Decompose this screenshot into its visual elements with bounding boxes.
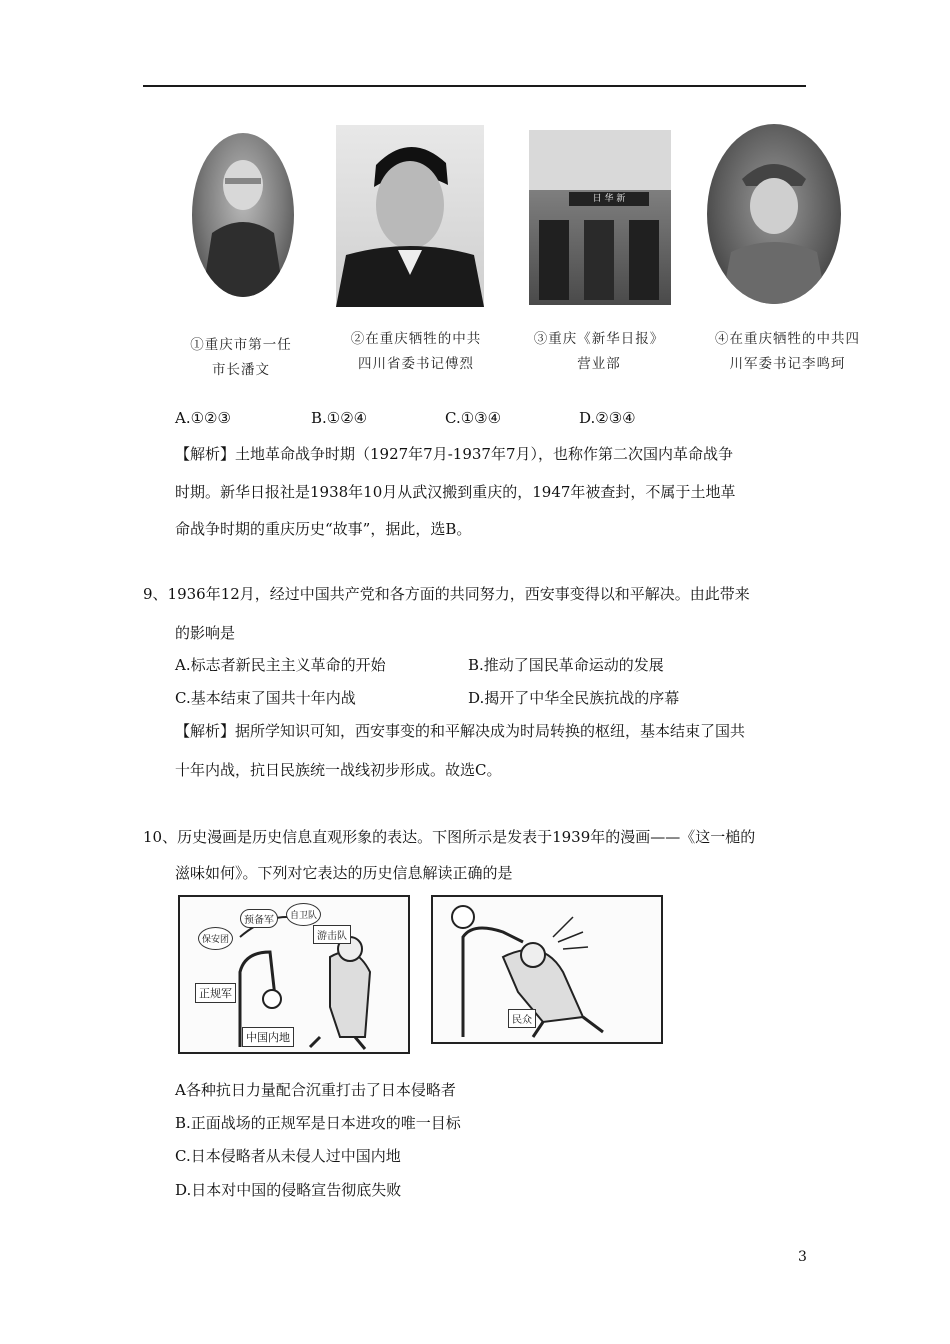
cartoon-drawing: [433, 897, 661, 1042]
portrait-figure-icon: [192, 133, 294, 297]
q10-option-c: C.日本侵略者从未侵人过中国内地: [175, 1147, 401, 1165]
page-number: 3: [798, 1249, 807, 1265]
portrait-fu-lie: [336, 125, 484, 307]
q8-analysis-line: 【解析】土地革命战争时期（1927年7月-1937年7月），也称作第二次国内革命战争: [175, 445, 734, 463]
caption-line: ④在重庆牺牲的中共四: [715, 331, 860, 347]
q8-option-b: B.①②④: [311, 409, 368, 427]
caption-line: 四川省委书记傅烈: [358, 356, 474, 372]
office-sign: 日 华 新: [569, 192, 649, 206]
q9-option-d: D.揭开了中华全民族抗战的序幕: [468, 689, 680, 707]
caption-photo-3: [524, 327, 674, 377]
cartoon-label-masses: 保安团: [198, 927, 233, 950]
q10-option-d: D.日本对中国的侵略宣告彻底失败: [175, 1181, 402, 1199]
caption-line: 市长潘文: [212, 362, 270, 378]
q8-analysis-line: 命战争时期的重庆历史“故事”，据此，选B。: [175, 520, 472, 538]
q9-option-c: C.基本结束了国共十年内战: [175, 689, 356, 707]
caption-photo-4: [700, 327, 875, 377]
portrait-li-mingke: [707, 124, 841, 304]
cartoon-label-reserve: 预备军: [240, 909, 278, 928]
caption-line: 川军委书记李鸣珂: [729, 356, 846, 372]
portrait-pan-wen: [192, 133, 294, 297]
q9-stem-cont: 的影响是: [175, 624, 236, 642]
q9-analysis-line: 【解析】据所学知识可知，西安事变的和平解决成为时局转换的枢纽，基本结束了国共: [175, 722, 746, 740]
q9-stem: 9、1936年12月，经过中国共产党和各方面的共同努力，西安事变得以和平解决。由此带来: [143, 585, 750, 603]
caption-line: ②在重庆牺牲的中共: [350, 331, 482, 347]
cartoon-label-interior: 中国内地: [242, 1027, 294, 1047]
cartoon-panel-right: [431, 895, 663, 1044]
q9-option-b: B.推动了国民革命运动的发展: [468, 656, 664, 674]
q10-option-b: B.正面战场的正规军是日本进攻的唯一目标: [175, 1114, 461, 1132]
cartoon-label-guards: 自卫队: [286, 903, 321, 926]
q8-option-c: C.①③④: [445, 409, 502, 427]
q9-option-a: A.标志者新民主主义革命的开始: [175, 656, 386, 674]
q8-option-a: A.①②③: [175, 409, 231, 427]
cartoon-label-regular: 正规军: [195, 983, 236, 1003]
xinhua-daily-office-photo: [529, 130, 671, 305]
q9-analysis-line: 十年内战，抗日民族统一战线初步形成。故选C。: [175, 761, 502, 779]
header-rule: [143, 85, 806, 87]
portrait-figure-icon: [707, 124, 841, 304]
q8-analysis-line: 时期。新华日报社是1938年10月从武汉搬到重庆的，1947年被查封，不属于土地革: [175, 483, 736, 501]
portrait-figure-icon: [336, 125, 484, 307]
caption-line: ①重庆市第一任: [190, 337, 292, 353]
cartoon-panel-left: [178, 895, 410, 1054]
q10-stem: 10、历史漫画是历史信息直观形象的表达。下图所示是发表于1939年的漫画——《这一槌的: [143, 828, 756, 846]
q8-option-d: D.②③④: [579, 409, 636, 427]
cartoon-label-militia: 民众: [508, 1009, 536, 1028]
caption-photo-2: [336, 327, 496, 377]
caption-line: 营业部: [577, 356, 621, 372]
caption-line: ③重庆《新华日报》: [533, 331, 665, 347]
q10-option-a: A各种抗日力量配合沉重打击了日本侵略者: [175, 1081, 456, 1099]
caption-photo-1: [176, 333, 306, 383]
q10-stem-cont: 滋味如何》。下列对它表达的历史信息解读正确的是: [175, 864, 513, 882]
cartoon-label-guerrilla: 游击队: [313, 925, 351, 944]
